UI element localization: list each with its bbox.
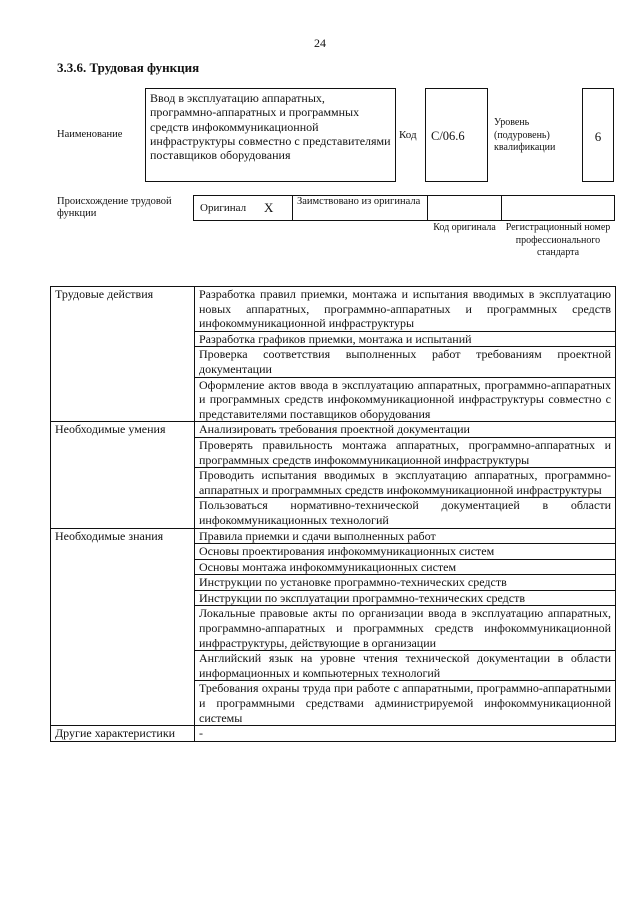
list-item: Требования охраны труда при работе с аппаратными, программно-аппаратными и программными средствами администрируемой инфокоммуникационной системы <box>195 681 616 726</box>
list-item: Разработка графиков приемки, монтажа и испытаний <box>195 331 616 347</box>
level-label: Уровень (подуровень) квалификации <box>494 117 556 153</box>
name-label: Наименование <box>57 129 123 140</box>
table-row <box>51 287 616 332</box>
table-row <box>51 422 616 438</box>
actions-label: Трудовые действия <box>51 287 195 422</box>
borrowed-box <box>292 195 428 221</box>
list-item: Инструкции по эксплуатации программно-технических средств <box>195 590 616 606</box>
borrowed-label: Заимствовано из оригинала <box>297 196 421 207</box>
list-item: Основы проектирования инфокоммуникационных систем <box>195 544 616 560</box>
skills-label: Необходимые умения <box>51 422 195 528</box>
code-label: Код <box>399 129 417 141</box>
list-item: Правила приемки и сдачи выполненных работ <box>195 528 616 544</box>
list-item: Инструкции по установке программно-технических средств <box>195 575 616 591</box>
original-box <box>193 195 293 221</box>
list-item: Английский язык на уровне чтения технической документации в области информационных и компьютерных технологий <box>195 651 616 681</box>
code-original-box <box>427 195 502 221</box>
function-table <box>50 286 616 742</box>
other-value: - <box>195 726 616 742</box>
list-item: Основы монтажа инфокоммуникационных систем <box>195 559 616 575</box>
list-item: Проверка соответствия выполненных работ требованиям проектной документации <box>195 347 616 377</box>
code-value: C/06.6 <box>431 129 465 143</box>
list-item: Проверять правильность монтажа аппаратных, программно-аппаратных и программных средств инфокоммуникационной инфраструктуры <box>195 437 616 467</box>
page-number: 24 <box>314 36 326 50</box>
knowledge-label: Необходимые знания <box>51 528 195 726</box>
origin-label: Происхождение трудовой функции <box>57 196 172 219</box>
table-row <box>51 528 616 544</box>
list-item: Разработка правил приемки, монтажа и испытания вводимых в эксплуатацию новых аппаратных, программно-аппаратных и программных средств инфокоммуникационной инфраструктуры <box>195 287 616 332</box>
name-box <box>145 88 396 182</box>
level-box <box>582 88 614 182</box>
table-row <box>51 726 616 742</box>
code-original-label: Код оригинала <box>433 222 496 233</box>
code-box <box>425 88 488 182</box>
section-title: 3.3.6. Трудовая функция <box>57 60 200 75</box>
list-item: Оформление актов ввода в эксплуатацию аппаратных, программно-аппаратных и программных средств инфокоммуникационной инфраструктуры совместно с представителями поставщиков оборудования <box>195 377 616 422</box>
reg-number-box <box>501 195 615 221</box>
name-value: Ввод в эксплуатацию аппаратных, программно-аппаратных и программных средств инфокоммуникационной инфраструктуры совместно с представителями поставщиков оборудования <box>150 91 391 163</box>
original-mark: X <box>264 200 274 215</box>
original-label: Оригинал <box>200 202 247 214</box>
reg-number-label: Регистрационный номер профессионального стандарта <box>505 222 611 258</box>
list-item: Анализировать требования проектной документации <box>195 422 616 438</box>
other-label: Другие характеристики <box>51 726 195 742</box>
level-value: 6 <box>594 129 602 144</box>
list-item: Локальные правовые акты по организации ввода в эксплуатацию аппаратных, программно-аппаратных и программных средств инфокоммуникационной инфраструктуры, действующие в организации <box>195 606 616 651</box>
list-item: Пользоваться нормативно-технической документацией в области инфокоммуникационных технологий <box>195 498 616 528</box>
list-item: Проводить испытания вводимых в эксплуатацию аппаратных, программно-аппаратных и программных средств инфокоммуникационной инфраструктуры <box>195 468 616 498</box>
